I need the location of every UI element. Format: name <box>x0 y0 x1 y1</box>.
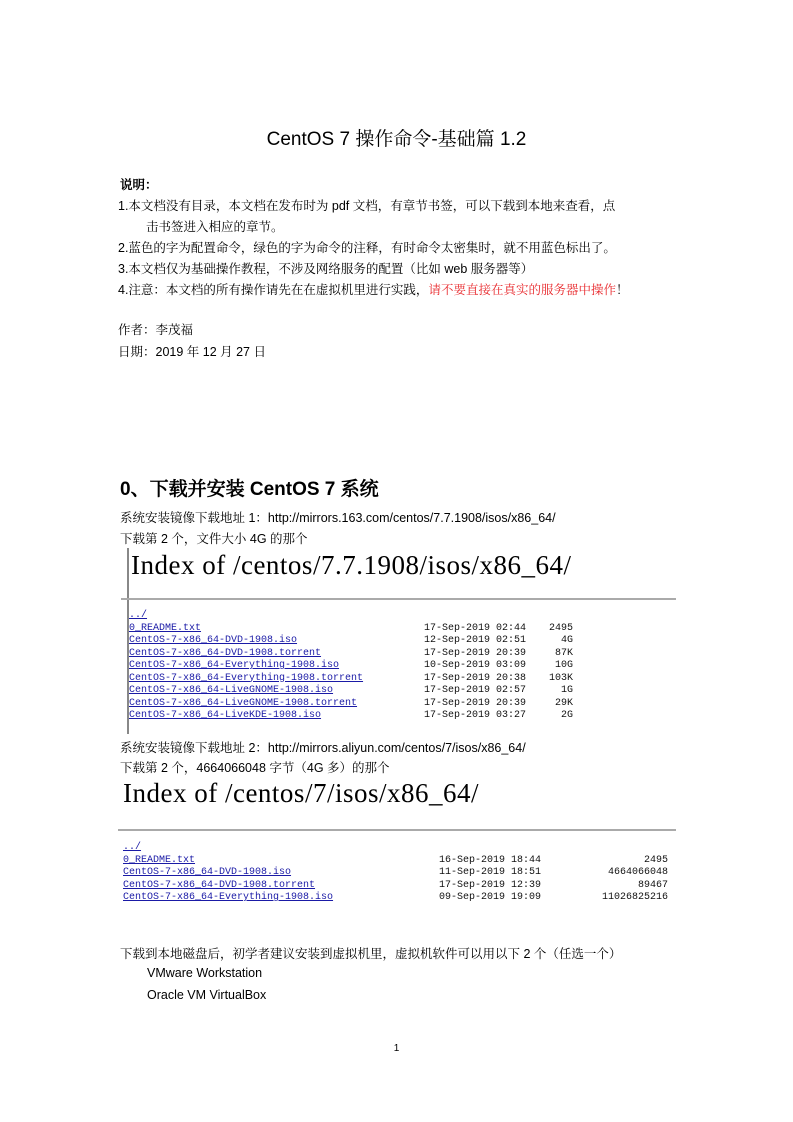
file-size: 4664066048 <box>607 867 668 878</box>
file-link[interactable]: CentOS-7-x86_64-DVD-1908.torrent <box>123 879 316 891</box>
vm-option: Oracle VM VirtualBox <box>147 988 267 1002</box>
file-size: 29K <box>554 697 573 709</box>
listing-row <box>121 635 676 648</box>
file-size: 2495 <box>548 622 573 634</box>
listing-title: Index of /centos/7.7.1908/isos/x86_64/ <box>131 550 572 580</box>
file-date: 16-Sep-2019 18:44 <box>439 854 542 866</box>
notes-heading: 说明： <box>120 178 158 192</box>
file-size: 87K <box>554 647 573 659</box>
file-date: 09-Sep-2019 19:09 <box>439 892 542 903</box>
file-link[interactable]: CentOS-7-x86_64-Everything-1908.torrent <box>129 672 364 684</box>
file-size: 10G <box>554 660 573 671</box>
author: 作者：李茂福 <box>118 323 194 337</box>
file-size: 11026825216 <box>601 892 668 903</box>
note-3: 3.本文档仅为基础操作教程，不涉及网络服务的配置（比如 web 服务器等） <box>118 262 534 276</box>
file-date: 11-Sep-2019 18:51 <box>439 867 542 878</box>
divider <box>121 598 676 600</box>
file-link[interactable]: CentOS-7-x86_64-Everything-1908.iso <box>123 892 334 903</box>
file-link[interactable]: CentOS-7-x86_64-LiveGNOME-1908.torrent <box>129 697 358 709</box>
file-date: 12-Sep-2019 02:51 <box>424 635 527 646</box>
file-size: 2495 <box>643 854 668 866</box>
date: 日期：2019 年 12 月 27 日 <box>118 345 266 359</box>
file-date: 17-Sep-2019 02:44 <box>424 622 527 634</box>
mirror-1-text: 系统安装镜像下载地址 1：http://mirrors.163.com/centos/7.7.1908/isos/x86_64/ <box>120 511 556 525</box>
file-link[interactable]: ../ <box>129 610 148 621</box>
file-link[interactable]: ../ <box>123 842 142 853</box>
listing-row <box>121 660 676 673</box>
mirror-2-note: 下载第 2 个，4664066048 字节（4G 多）的那个 <box>120 761 390 775</box>
listing-title: Index of /centos/7/isos/x86_64/ <box>123 778 479 808</box>
page-number: 1 <box>393 1043 400 1054</box>
listing-row <box>118 880 676 893</box>
file-date: 17-Sep-2019 20:38 <box>424 672 527 684</box>
listing-row <box>121 673 676 686</box>
listing-row <box>121 698 676 711</box>
note-4-end: ！ <box>615 283 629 297</box>
listing-row <box>118 855 676 868</box>
file-date: 17-Sep-2019 12:39 <box>439 879 542 891</box>
file-link[interactable]: CentOS-7-x86_64-Everything-1908.iso <box>129 660 340 671</box>
listing-row <box>118 842 676 855</box>
document-title: CentOS 7 操作命令-基础篇 1.2 <box>266 129 527 150</box>
listing-row <box>121 610 676 623</box>
file-date: 17-Sep-2019 20:39 <box>424 697 527 709</box>
listing-row <box>121 685 676 698</box>
note-4-warning: 请不要直接在真实的服务器中操作 <box>428 283 616 297</box>
file-date: 10-Sep-2019 03:09 <box>424 660 527 671</box>
listing-row <box>118 892 676 905</box>
section-heading: 0、下载并安装 CentOS 7 系统 <box>120 479 379 500</box>
file-link[interactable]: 0_README.txt <box>129 622 202 634</box>
mirror-1-note: 下载第 2 个，文件大小 4G 的那个 <box>120 532 308 546</box>
vm-option: VMware Workstation <box>147 966 263 980</box>
note-4 <box>118 280 628 298</box>
note-4-text: 4.注意：本文档的所有操作请先在在虚拟机里进行实践， <box>118 283 429 297</box>
install-note: 下载到本地磁盘后，初学者建议安装到虚拟机里，虚拟机软件可以用以下 2 个（任选一个） <box>120 947 622 961</box>
file-size: 4G <box>560 635 573 646</box>
listing-row <box>121 623 676 636</box>
file-link[interactable]: CentOS-7-x86_64-LiveKDE-1908.iso <box>129 710 322 721</box>
file-link[interactable]: 0_README.txt <box>123 854 196 866</box>
file-size: 89467 <box>637 879 668 891</box>
file-link[interactable]: CentOS-7-x86_64-DVD-1908.iso <box>129 635 298 646</box>
file-date: 17-Sep-2019 20:39 <box>424 647 527 659</box>
note-1: 1.本文档没有目录，本文档在发布时为 pdf 文档，有章节书签，可以下载到本地来查看，点 <box>118 199 616 213</box>
file-date: 17-Sep-2019 02:57 <box>424 685 527 696</box>
divider <box>118 829 676 831</box>
note-1-cont: 击书签进入相应的章节。 <box>146 220 284 234</box>
file-link[interactable]: CentOS-7-x86_64-DVD-1908.torrent <box>129 647 322 659</box>
mirror-2-text: 系统安装镜像下载地址 2：http://mirrors.aliyun.com/centos/7/isos/x86_64/ <box>120 741 526 755</box>
listing-row <box>118 867 676 880</box>
listing-row <box>121 710 676 723</box>
note-2: 2.蓝色的字为配置命令，绿色的字为命令的注释，有时命令太密集时，就不用蓝色标出了。 <box>118 241 616 255</box>
file-link[interactable]: CentOS-7-x86_64-DVD-1908.iso <box>123 867 292 878</box>
file-size: 2G <box>560 710 573 721</box>
listing-row <box>121 648 676 661</box>
file-size: 103K <box>548 672 573 684</box>
screenshot-listing-2 <box>118 778 676 916</box>
file-link[interactable]: CentOS-7-x86_64-LiveGNOME-1908.iso <box>129 685 334 696</box>
screenshot-listing-1 <box>121 548 676 734</box>
file-date: 17-Sep-2019 03:27 <box>424 710 527 721</box>
file-size: 1G <box>560 685 573 696</box>
